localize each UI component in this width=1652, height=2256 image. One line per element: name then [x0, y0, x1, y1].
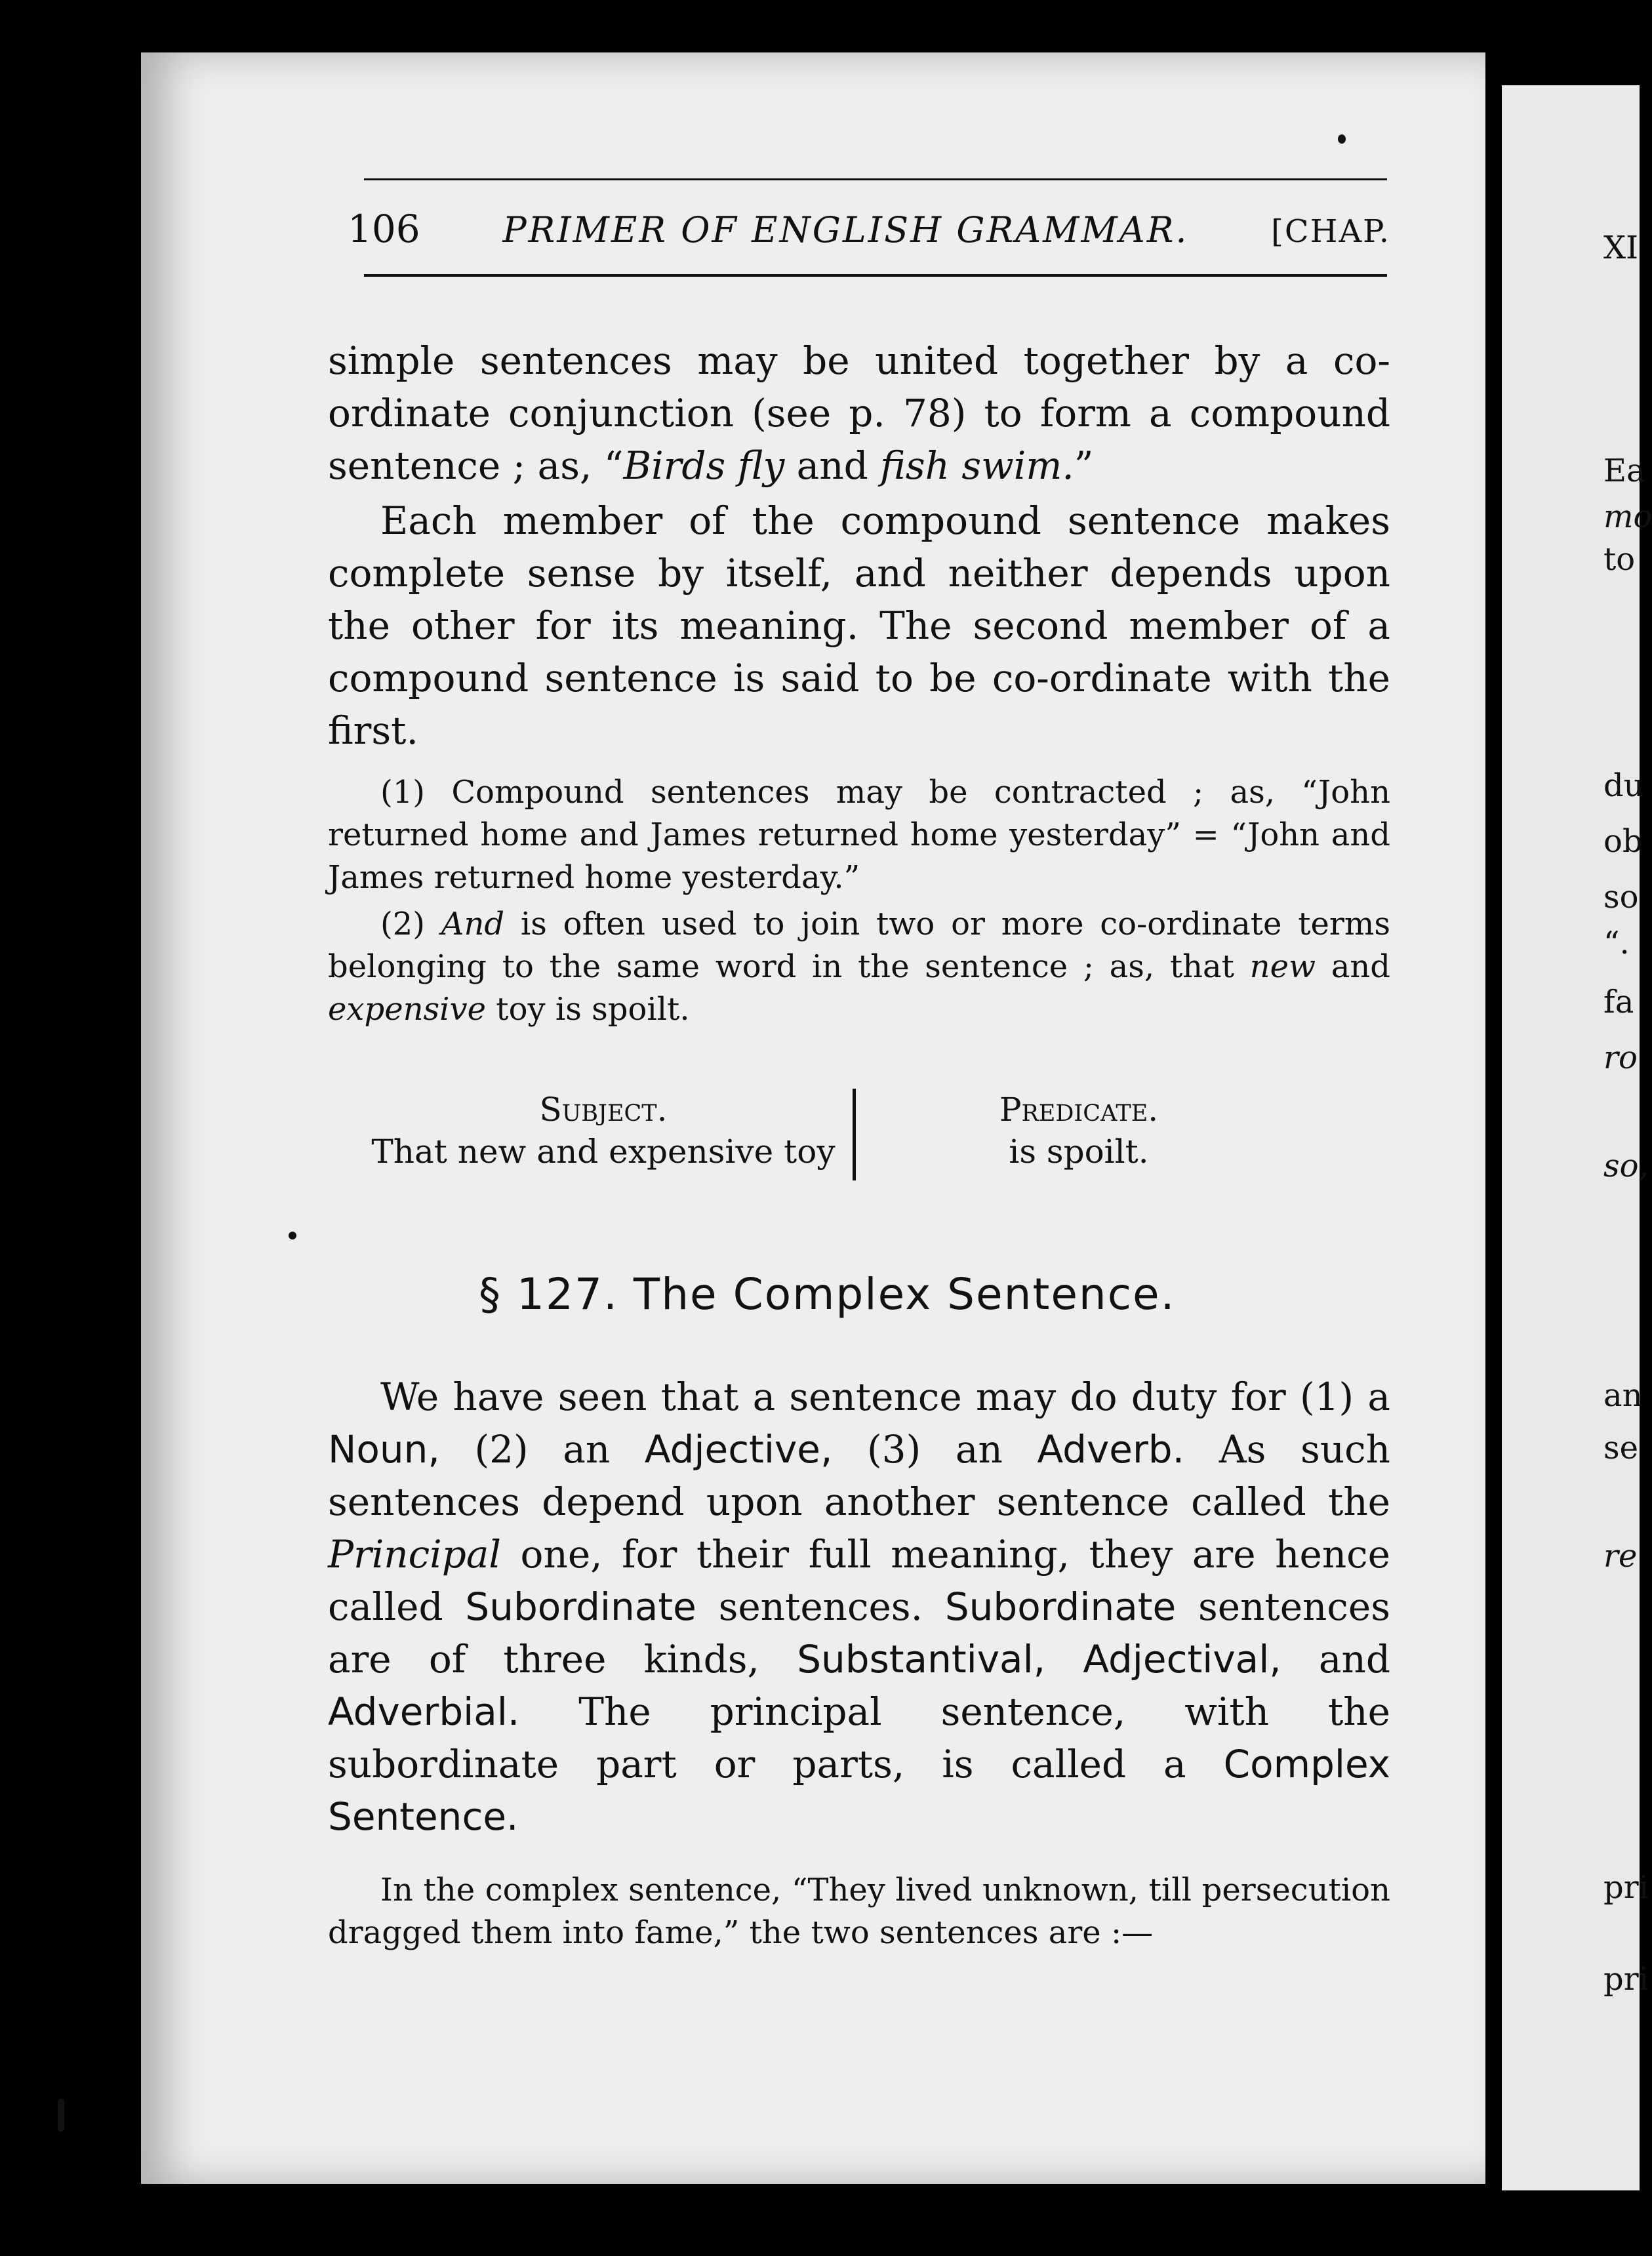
right-fragment: “.	[1603, 925, 1630, 961]
right-fragment: so,	[1603, 1148, 1649, 1184]
scan-speck	[1338, 134, 1346, 144]
header-bottom-rule	[364, 274, 1387, 277]
right-fragment: ro	[1603, 1039, 1638, 1076]
header-top-rule	[364, 178, 1387, 180]
right-fragment: XI	[1603, 230, 1639, 266]
subject-value: That new and expensive toy	[371, 1133, 836, 1171]
right-fragment: fa	[1603, 984, 1634, 1020]
right-fragment: ob	[1603, 823, 1643, 860]
predicate-label: Predicate.	[999, 1091, 1159, 1129]
chapter-label: [CHAP.	[1271, 213, 1390, 250]
page-number: 106	[348, 207, 420, 251]
scan-speck	[58, 2099, 64, 2131]
subject-column	[367, 1089, 839, 1173]
right-fragment: re	[1603, 1538, 1638, 1575]
complex-text-block	[328, 1371, 1390, 1954]
compound-text-block	[328, 334, 1390, 1031]
running-header	[348, 207, 1390, 251]
right-fragment: to	[1603, 541, 1636, 578]
right-fragment: Ea	[1603, 453, 1645, 489]
running-title: PRIMER OF ENGLISH GRAMMAR.	[502, 209, 1189, 251]
note: (1) Compound sentences may be contracted ; as, “John returned home and James returned home yesterday” = “John and James returned home yesterday.”	[328, 774, 1390, 896]
right-fragment: so	[1603, 879, 1639, 916]
scan-speck	[289, 1232, 296, 1239]
paragraph: In the complex sentence, “They lived unknown, till persecution dragged them into fame,” the two sentences are :—	[328, 1872, 1390, 1951]
subject-label: Subject.	[539, 1091, 668, 1129]
section-heading: § 127. The Complex Sentence.	[479, 1269, 1176, 1319]
right-fragment: du	[1603, 767, 1644, 804]
paragraph: simple sentences may be united together by a co-ordinate conjunction (see p. 78) to form a compound sentence ; as, “Birds fly and fish swim.”	[328, 338, 1390, 488]
paragraph: We have seen that a sentence may do duty for (1) a Noun, (2) an Adjective, (3) an Adverb. As such sentences depend upon another sentence called the Principal one, for their full meaning, they are hence called Subordinate sentences. Subordinate sentences are of three kinds, Substantival, Adjectival, and Adverbial. The principal sentence, with the subordinate part or parts, is called a Complex Sentence.	[328, 1375, 1391, 1839]
paragraph: Each member of the compound sentence makes complete sense by itself, and neither depends upon the other for its meaning. The second member of a compound sentence is said to be co-ordinate with the first.	[328, 498, 1390, 753]
note: (2) And is often used to join two or more co-ordinate terms belonging to the same word in the sentence ; as, that new and expensive toy is spoilt.	[328, 906, 1391, 1028]
predicate-column	[872, 1089, 1285, 1173]
right-fragment: mo	[1603, 498, 1652, 535]
column-divider	[853, 1089, 856, 1180]
predicate-value: is spoilt.	[1009, 1133, 1149, 1171]
right-fragment: pri	[1603, 1869, 1649, 1906]
right-fragment: an	[1603, 1377, 1643, 1414]
right-fragment: se	[1603, 1430, 1639, 1466]
right-fragment: pri	[1603, 1961, 1649, 1998]
sentence-analysis	[367, 1089, 1285, 1187]
